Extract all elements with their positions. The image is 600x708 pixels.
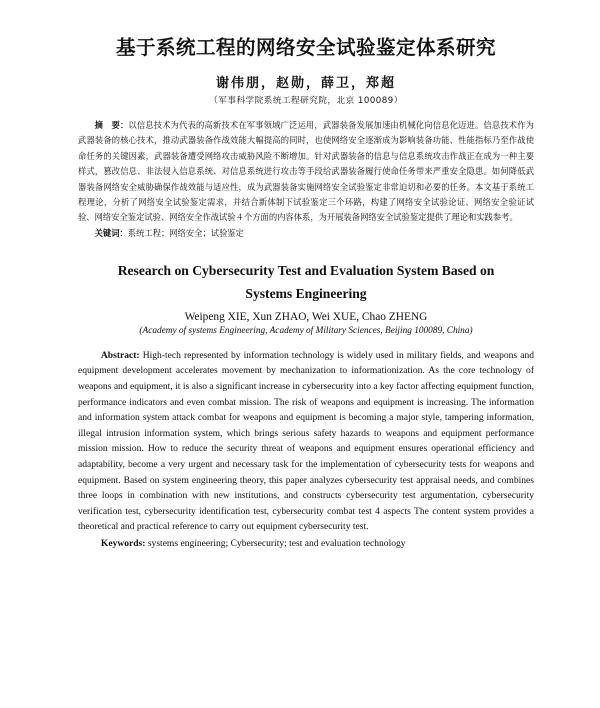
english-abstract-label: Abstract: xyxy=(100,349,140,361)
english-title-line1: Research on Cybersecurity Test and Evaluation System Based on xyxy=(117,262,495,278)
english-title xyxy=(78,259,534,305)
english-keywords-text: systems engineering; Cybersecurity; test and evaluation technology xyxy=(145,537,406,549)
english-keywords xyxy=(78,537,534,551)
chinese-affiliation: （军事科学院系统工程研究院，北京 100089） xyxy=(209,96,403,106)
english-abstract xyxy=(78,348,534,535)
chinese-authors: 谢伟朋，赵勋，薛卫，郑超 xyxy=(215,76,396,91)
english-authors: Weipeng XIE, Xun ZHAO, Wei XUE, Chao ZHENG xyxy=(184,310,428,323)
english-keywords-label: Keywords: xyxy=(100,537,146,549)
chinese-abstract-label: 摘 要： xyxy=(94,120,129,130)
english-title-line2: Systems Engineering xyxy=(245,285,367,301)
chinese-keywords-label: 关键词： xyxy=(94,227,128,238)
chinese-title: 基于系统工程的网络安全试验鉴定体系研究 xyxy=(115,36,496,59)
chinese-keywords xyxy=(78,226,534,241)
english-affiliation: (Academy of systems Engineering, Academy of Military Sciences, Beijing 100089, China) xyxy=(139,325,473,336)
english-abstract-text: High-tech represented by information technology is widely used in military fields, and weapons and equipment development accelerates movement by mechanization to informationization. As the core technology of weapons and equipment, it is also a significant increase in cybersecurity into a key factor affecting equipment function, performance indicators and even combat mission. The risk of weapons and equipment is increasing. The information and information system attack combat for weapons and equipment is becoming a major style, tampering information, illegal intrusion information system, which brings serious safety hazards to weapons and equipment performance mission mission. How to reduce the security threat of weapons and equipment ensures operational efficiency and adaptability, become a very urgent and necessary task for the implementation of cybersecurity tests for weapons and equipment. Based on system engineering theory, this paper analyzes cybersecurity test appraisal needs, and combines three loops in combination with new institutions, and constructs cybersecurity test argumentation, cybersecurity verification test, cybersecurity identification test, cybersecurity combat test 4 aspects The content system provides a theoretical and practical reference to carry out equipment cybersecurity test. xyxy=(78,349,534,533)
chinese-abstract-text: 以信息技术为代表的高新技术在军事领域广泛运用，武器装备发展加速由机械化向信息化迈进。信息技术作为武器装备的核心技术，推动武器装备作战效能大幅提高的同时，也使网络安全逐渐成为影响装备功能、性能指标乃至作战使命任务的关键因素，武器装备遭受网络攻击威胁风险不断增加。针对武器装备的信息与信息系统攻击作战正在成为一种主要样式，篡改信息、非法侵入信息系统、对信息系统进行攻击等手段给武器装备履行使命任务带来严重安全隐患。如何降低武器装备网络安全威胁确保作战效能与适应性，成为武器装备实施网络安全试验鉴定非常迫切和必要的任务。本文基于系统工程理论，分析了网络安全试验鉴定需求，并结合新体制下试验鉴定三个环路，构建了网络安全试验论证、网络安全验证试验、网络安全鉴定试验、网络安全作战试验４个方面的内容体系，为开展装备网络安全试验鉴定提供了理论和实践参考。 xyxy=(78,120,534,223)
chinese-keywords-text: 系统工程；网络安全；试验鉴定 xyxy=(127,227,244,238)
chinese-abstract xyxy=(78,118,534,226)
